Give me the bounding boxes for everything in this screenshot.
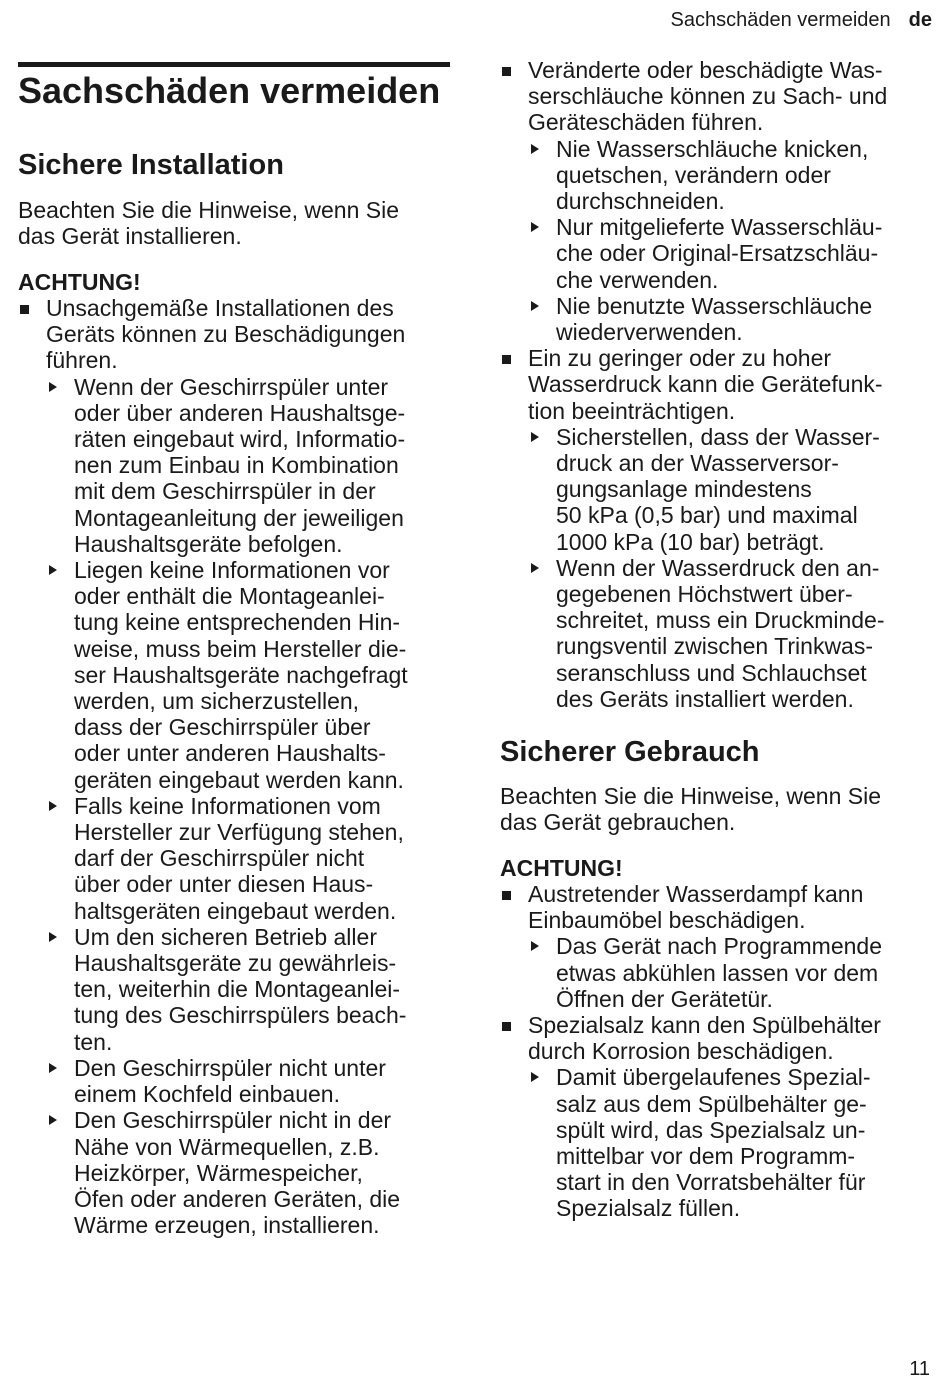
page-title: Sachschäden vermeiden <box>18 70 441 111</box>
square-bullet-icon <box>502 891 511 900</box>
step-line: Öfen oder anderen Geräten, die <box>74 1185 401 1212</box>
step-item <box>528 214 932 293</box>
page-number: 11 <box>909 1358 930 1380</box>
step-line: Nie benutzte Wasserschläuche <box>556 292 873 319</box>
step-line: räten eingebaut wird, Informatio- <box>74 426 406 453</box>
square-bullet-icon <box>502 1022 511 1031</box>
step-line: Das Gerät nach Programmende <box>556 933 882 960</box>
installation-warning-list-continued <box>500 57 932 712</box>
step-line: Nie Wasserschläuche knicken, <box>556 135 869 162</box>
triangle-bullet-icon <box>531 432 539 442</box>
step-line: Wenn der Geschirrspüler unter <box>74 373 389 400</box>
step-line: dass der Geschirrspüler über <box>74 714 371 741</box>
bullet-item <box>18 295 450 1238</box>
step-line: ser Haushaltsgeräte nachgefragt <box>74 661 408 688</box>
bullet-line: Spezialsalz kann den Spülbehälter <box>528 1012 881 1039</box>
step-line: durchschneiden. <box>556 188 725 215</box>
step-line: darf der Geschirrspüler nicht <box>74 845 365 872</box>
bullet-item <box>500 1012 932 1222</box>
step-line: 1000 kPa (10 bar) beträgt. <box>556 528 825 555</box>
step-line: Sicherstellen, dass der Wasser- <box>556 423 880 450</box>
triangle-bullet-icon <box>531 563 539 573</box>
step-item <box>528 933 932 1012</box>
step-line: Den Geschirrspüler nicht unter <box>74 1054 386 1081</box>
step-line: über oder unter diesen Haus- <box>74 871 374 898</box>
bullet-line: Geräts können zu Beschädigungen <box>46 321 406 348</box>
step-item <box>528 555 932 712</box>
step-line: haltsgeräten eingebaut werden. <box>74 897 397 924</box>
step-line: ten, weiterhin die Montageanlei- <box>74 976 401 1003</box>
bullet-line: Veränderte oder beschädigte Was- <box>528 57 883 83</box>
bullet-line: tion beeinträchtigen. <box>528 397 736 424</box>
step-line: Den Geschirrspüler nicht in der <box>74 1107 392 1134</box>
step-line: tung keine entsprechenden Hin- <box>74 609 401 636</box>
step-line: Liegen keine Informationen vor <box>74 557 390 584</box>
square-bullet-icon <box>20 305 29 314</box>
header-section-title: Sachschäden vermeiden <box>670 9 891 31</box>
step-line: Heizkörper, Wärmespeicher, <box>74 1159 363 1186</box>
bullet-line: führen. <box>46 347 118 374</box>
step-item <box>46 374 450 557</box>
step-line: mittelbar vor dem Programm- <box>556 1143 856 1170</box>
step-line: druck an der Wasserversor- <box>556 450 839 477</box>
step-line: start in den Vorratsbehälter für <box>556 1169 866 1196</box>
triangle-bullet-icon <box>49 382 57 392</box>
bullet-item <box>500 57 932 345</box>
step-line: mit dem Geschirrspüler in der <box>74 478 376 505</box>
square-bullet-icon <box>502 67 511 76</box>
triangle-bullet-icon <box>531 144 539 154</box>
triangle-bullet-icon <box>49 932 57 942</box>
step-item <box>528 293 932 345</box>
step-line: che oder Original-Ersatzschläu- <box>556 240 879 267</box>
bullet-line: durch Korrosion beschädigen. <box>528 1038 834 1065</box>
step-line: gungsanlage mindestens <box>556 476 812 503</box>
step-item <box>528 424 932 555</box>
installation-intro <box>18 197 450 249</box>
step-line: quetschen, verändern oder <box>556 161 831 188</box>
step-item <box>46 1107 450 1238</box>
triangle-bullet-icon <box>531 1072 539 1082</box>
triangle-bullet-icon <box>531 941 539 951</box>
step-line: Wärme erzeugen, installieren. <box>74 1212 380 1239</box>
step-line: ten. <box>74 1028 113 1055</box>
step-line: Nur mitgelieferte Wasserschläu- <box>556 214 883 241</box>
step-line: Wenn der Wasserdruck den an- <box>556 554 880 581</box>
triangle-bullet-icon <box>49 1063 57 1073</box>
bullet-item <box>500 881 932 1012</box>
step-line: Öffnen der Gerätetür. <box>556 985 773 1012</box>
step-line: des Geräts installiert werden. <box>556 685 854 712</box>
step-item <box>46 924 450 1055</box>
step-line: Spezialsalz füllen. <box>556 1195 741 1222</box>
bullet-line: Ein zu geringer oder zu hoher <box>528 345 832 372</box>
step-line: nen zum Einbau in Kombination <box>74 452 399 479</box>
running-header <box>671 8 932 32</box>
step-line: Hersteller zur Verfügung stehen, <box>74 819 404 846</box>
title-rule <box>18 62 450 67</box>
triangle-bullet-icon <box>49 565 57 575</box>
step-line: schreitet, muss ein Druckminde- <box>556 607 885 634</box>
usage-warning-list <box>500 881 932 1222</box>
step-line: spült wird, das Spezialsalz un- <box>556 1116 866 1143</box>
step-line: Haushaltsgeräte befolgen. <box>74 530 343 557</box>
step-line: geräten eingebaut werden kann. <box>74 766 404 793</box>
triangle-bullet-icon <box>49 1115 57 1125</box>
step-line: einem Kochfeld einbauen. <box>74 1081 340 1108</box>
step-line: rungsventil zwischen Trinkwas- <box>556 633 874 660</box>
step-line: oder enthält die Montageanlei- <box>74 583 385 610</box>
step-line: tung des Geschirrspülers beach- <box>74 1002 407 1029</box>
triangle-bullet-icon <box>531 222 539 232</box>
intro-line: Beachten Sie die Hinweise, wenn Sie <box>500 783 882 809</box>
step-line: 50 kPa (0,5 bar) und maximal <box>556 502 858 529</box>
step-line: Haushaltsgeräte zu gewährleis- <box>74 950 397 977</box>
intro-line: das Gerät installieren. <box>18 223 242 250</box>
step-line: oder unter anderen Haushalts- <box>74 740 386 767</box>
step-line: Nähe von Wärmequellen, z.B. <box>74 1133 380 1160</box>
bullet-line: Austretender Wasserdampf kann <box>528 881 864 907</box>
step-line: gegebenen Höchstwert über- <box>556 581 853 608</box>
usage-intro <box>500 783 932 835</box>
step-line: Montageanleitung der jeweiligen <box>74 504 404 531</box>
triangle-bullet-icon <box>49 801 57 811</box>
step-line: Falls keine Informationen vom <box>74 792 381 819</box>
header-language-code: de <box>908 9 932 31</box>
square-bullet-icon <box>502 355 511 364</box>
step-item <box>528 136 932 215</box>
section-heading-usage: Sicherer Gebrauch <box>500 736 760 768</box>
step-line: Damit übergelaufenes Spezial- <box>556 1064 871 1091</box>
step-line: Um den sicheren Betrieb aller <box>74 923 377 950</box>
bullet-line: Wasserdruck kann die Gerätefunk- <box>528 371 883 398</box>
step-line: werden, um sicherzustellen, <box>74 688 360 715</box>
bullet-line: Unsachgemäße Installationen des <box>46 295 394 321</box>
step-line: etwas abkühlen lassen vor dem <box>556 959 879 986</box>
step-line: weise, muss beim Hersteller die- <box>74 635 407 662</box>
bullet-item <box>500 345 932 712</box>
step-item <box>46 793 450 924</box>
step-line: che verwenden. <box>556 266 719 293</box>
step-item <box>46 1055 450 1107</box>
intro-line: Beachten Sie die Hinweise, wenn Sie <box>18 197 400 223</box>
bullet-line: serschläuche können zu Sach- und <box>528 83 888 110</box>
section-heading-installation: Sichere Installation <box>18 149 284 181</box>
bullet-line: Geräteschäden führen. <box>528 109 764 136</box>
warning-label: ACHTUNG! <box>500 855 623 881</box>
installation-warning-list <box>18 295 450 1238</box>
warning-label: ACHTUNG! <box>18 269 141 295</box>
triangle-bullet-icon <box>531 301 539 311</box>
step-line: salz aus dem Spülbehälter ge- <box>556 1090 867 1117</box>
bullet-line: Einbaumöbel beschädigen. <box>528 907 806 934</box>
intro-line: das Gerät gebrauchen. <box>500 809 736 836</box>
step-line: oder über anderen Haushaltsge- <box>74 399 406 426</box>
step-line: seranschluss und Schlauchset <box>556 659 867 686</box>
step-item <box>528 1064 932 1221</box>
step-item <box>46 557 450 793</box>
step-line: wiederverwenden. <box>556 319 743 346</box>
